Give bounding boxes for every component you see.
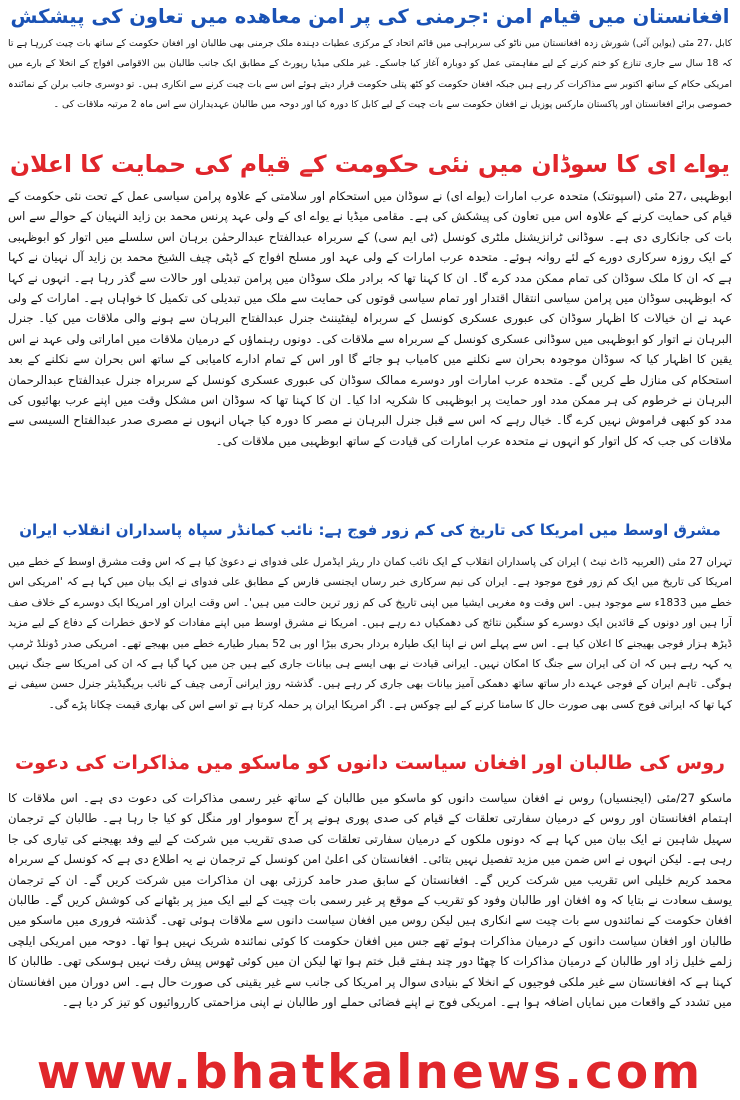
website-url: www.bhatkalnews.com <box>36 1046 704 1100</box>
article-headline: یواے ای کا سوڈان میں نئی حکومت کے قیام کی حمایت کا اعلان <box>10 150 730 178</box>
article-body: تہران 27 مئی (العربیہ ڈاٹ نیٹ ) ایران کی پاسداران انقلاب کے ایک نائب کمان دار ریئر ایڈمرل علی فدوای نے دعویٰ کیا ہے کہ اس وقت مشرق اوسط کے خطے میں امریکا کی تاریخ میں ایک کم زور فوج موجود ہے۔ ایران کی نیم سرکاری خبر رساں ایجنسی فارس کے مطابق علی فدوای نے ایک بیان میں کہا ہے کہ 'امریکی اس خطے میں 1833ء سے موجود ہیں۔ اس وقت وہ مغربی ایشیا میں اپنی تاریخ کی کم زور ترین حالت میں ہیں'۔ اس وقت ایران اور امریکا ایک دوسرے کے خلاف صف آرا ہیں اور دونوں کے قائدین ایک دوسرے کو سنگین نتائج کی دھمکیاں دے رہے ہیں۔ امریکا نے مشرق اوسط میں اپنے مفادات کو لاحق خطرات کے دفاع کے لیے مزید ڈیڑھ ہزار فوجی بھیجنے کا اعلان کیا ہے۔ اس سے پہلے اس نے اپنا ایک طیارہ بردار بحری بیڑا اور بی 52 بمبار طیارے خطے میں بھیجے تھے۔ امریکی صدر ڈونلڈ ٹرمپ یہ کہہ رہے ہیں کہ ان کی ایران سے جنگ کا امکان نہیں۔ ایرانی قیادت نے بھی ایسے ہی بیانات جاری کیے ہیں جن میں کہا گیا ہے کہ ان کی امریکا سے جنگ نہیں ہوگی۔ تاہم ایران کے فوجی عہدے دار ساتھ ساتھ دھمکی آمیز بیانات بھی جاری کر رہے ہیں۔ گذشتہ روز ایرانی آرمی چیف کے نائب بریگیڈیئر جنرل حسن سیفی نے کہا تھا کہ ایرانی فوج کسی بھی صورت حال کا سامنا کرنے کے لیے چوکس ہے۔ اگر امریکا ایران پر حملہ کرتا ہے تو اسے اس کی بھاری قیمت چکانا پڑے گی۔ <box>8 556 732 711</box>
article-russia-taliban-moscow <box>8 738 732 1046</box>
article-headline: روس کی طالبان اور افغان سیاست دانوں کو ماسکو میں مذاکرات کی دعوت <box>15 752 725 774</box>
article-headline: افغانستان میں قیام امن :جرمنی کی پر امن معاهده میں تعاون کی پیشکش <box>10 5 730 28</box>
article-uae-sudan <box>8 142 732 516</box>
article-body: ماسکو 27/مئی (ایجنسیاں) روس نے افغان سیاست دانوں کو ماسکو میں طالبان کے ساتھ غیر رسمی مذاکرات کی دعوت دی ہے۔ اس ملاقات کا اہتمام افغانستان اور روس کے درمیان سفارتی تعلقات کے قیام کی صدی پوری ہونے پر آج سوموار اور منگل کو کیا جا رہا ہے۔ طالبان کے ترجمان سہیل شاہین نے ایک بیان میں کہا ہے کہ دونوں ملکوں کے درمیان سفارتی تعلقات کی صدی تقریب میں شرکت کے لیے وفد بھیجنے کی تیاری کی جا رہی ہے۔ لیکن انہوں نے اس ضمن میں مزید تفصیل نہیں بتائی۔ افغانستان کی اعلیٰ امن کونسل کے ترجمان نے یہ اطلاع دی ہے کہ کونسل کے سربراہ محمد کریم خلیلی اس تقریب میں شرکت کریں گے۔ افغانستان کے سابق صدر حامد کرزئی بھی ان مذاکرات میں شرکت کریں گے۔ ان کے ترجمان یوسف سعادت نے بتایا کہ وہ افغان اور طالبان وفود کو تقریب کے موقع پر غیر رسمی بات چیت کے لیے ایک میز پر بٹھانے کی کوشش کریں گے۔ طالبان افغان حکومت کے نمائندوں سے بات چیت سے انکاری ہیں لیکن روس میں افغان سیاست دانوں سے ملاقات ہوئی تھی۔ گذشتہ فروری میں ماسکو میں طالبان اور افغان سیاست دانوں کے درمیان مذاکرات ہوئے تھے جس میں افغان حکومت کا کوئی نمائندہ شریک نہیں ہوا تھا۔ دوحہ میں امریکی ایلچی زلمے خلیل زاد اور طالبان کے درمیان مذاکرات کا چھٹا دور چند ہفتے قبل ختم ہوا تھا لیکن ان میں کوئی ٹھوس پیش رفت نہیں ہوسکی تھی۔ طالبان کا کہنا ہے کہ افغانستان سے غیر ملکی فوجیوں کے انخلا کے بنیادی سوال پر امریکا کی جانب سے غیر یقینی کی صورت حال ہے۔ اس دوران میں افغانستان میں تشدد کے واقعات میں نمایاں اضافہ ہوا ہے۔ امریکی فوج نے اپنے فضائی حملے اور طالبان نے اپنی مزاحمتی کارروائیوں کو تیز کر دیا ہے۔ <box>8 791 732 1010</box>
article-body: کابل ،27 مئی (یواین آئی) شورش زدہ افغانستان میں ناٹو کی سربراہی میں قائم اتحاد کے مرکزی عطیات دہندہ ملک جرمنی بھی طالبان اور افغان حکومت کے ساتھ بات چیت کررہا ہے تا کہ 18 سال سے جاری تنازع کو ختم کرنے کے لیے مفاہمتی عمل کو دوبارہ آغاز کیا جاسکے۔ غیر ملکی میڈیا رپورٹ کے مطابق ایک جانب طالبان بین الاقوامی افواج کے انخلا کے بارے میں امریکی حکام کے ساتھ اکتوبر سے مذاکرات کر رہے ہیں جبکہ افغان حکومت کو کٹھ پتلی حکومت قرار دیتے ہوئے اس سے بات چیت کرنے سے انکاری ہیں۔ تو دوسری جانب برلن کے نمائندہ خصوصی برائے افغانستان اور پاکستان مارکس پوزیل نے افغان حکومت سے بات چیت کے لیے کابل کا دورہ کیا اور دوحہ میں طالبان عہدیداران سے اس ماہ 2 مرتبہ ملاقات کی ۔ <box>8 38 732 111</box>
article-afghanistan-germany <box>8 0 732 134</box>
article-body: ابوظہبی ،27 مئی (اسپوتنک) متحدہ عرب امارات (یواے ای) نے سوڈان میں استحکام اور سلامتی کے علاوہ پرامن سیاسی عمل کے تحت نئی حکومت کے قیام کی حمایت کرنے کے علاوہ اس میں تعاون کی پیشکش کی ہے۔ مقامی میڈیا نے یواے ای کے ولی عہد پرنس محمد بن زاید النہیان کے حوالے سے اس بات کی جانکاری دی ہے۔ سوڈانی ٹرانزیشنل ملٹری کونسل (ٹی ایم سی) کے سربراہ عبدالفتاح عبدالرحمٰن برہان اس سلسلے میں اتوار کو ابوظہبی کے ایک روزہ سرکاری دورے کے لئے روانہ ہوئے۔ متحدہ عرب امارات کے ولی عہد اور مسلح افواج کے ڈپٹی چیف الشیخ محمد بن زاید آل نہیان نے کہا ہے کہ ان کا ملک سوڈان کی تمام ممکن مدد کرے گا۔ ان کا کہنا تھا کہ برادر ملک سوڈان میں پرامن تبدیلی اور حالات سے گذر رہا ہے۔ انہوں نے کہا کہ ابوظہبی سوڈان میں پرامن سیاسی انتقال اقتدار اور تمام سیاسی قوتوں کی حمایت سے ملک میں تبدیلی کی تکمیل کا خواہاں ہے۔ امارات کے ولی عہد نے ان خیالات کا اظہار سوڈان کی عبوری عسکری کونسل کے سربراہ لیفٹیننٹ جنرل عبدالفتاح البرہان سے ہونے والی ملاقات میں کیا۔ جنرل البرہان نے اتوار کو ابوظہبی میں سوڈانی عسکری کونسل کے سربراہ سے ملاقات کی۔ دونوں رہنماؤں کے درمیان ملاقات میں اماراتی ولی عہد نے اس یقین کا اظہار کیا کہ سوڈان موجودہ بحران سے نکلنے میں کامیاب ہو جائے گا اور اس کے تمام ادارے کامیابی کے ساتھ اس بحران سے نکلنے کے بعد استحکام کی منازل طے کریں گے۔ متحدہ عرب امارات اور دوسرے ممالک سوڈان کی عبوری عسکری کونسل کے سربراہ جنرل عبدالفتاح عبدالرحمان البرہان نے خرطوم کی ہر ممکن مدد اور حمایت پر ابوظہبی کا شکریہ ادا کیا۔ ان کا کہنا تھا کہ سوڈان اس مشکل وقت میں اپنے عرب بھائیوں کی مدد کو کبھی فراموش نہیں کرے گا۔ خیال رہے کہ اس سے قبل جنرل البرہان نے مصر کا دورہ کیا جہاں انہوں نے مصری صدر عبدالفتاح السیسی سے ملاقات کی جب کہ کل اتوار کو انہوں نے متحدہ عرب امارات کی قیادت کے ساتھ ابوظہبی میں ملاقات کی۔ <box>8 189 732 448</box>
article-middle-east-us-army <box>8 508 732 728</box>
article-headline: مشرق اوسط میں امریکا کی تاریخ کی کم زور فوج ہے: نائب کمانڈر سپاہ پاسداران انقلاب ایران <box>19 521 721 539</box>
